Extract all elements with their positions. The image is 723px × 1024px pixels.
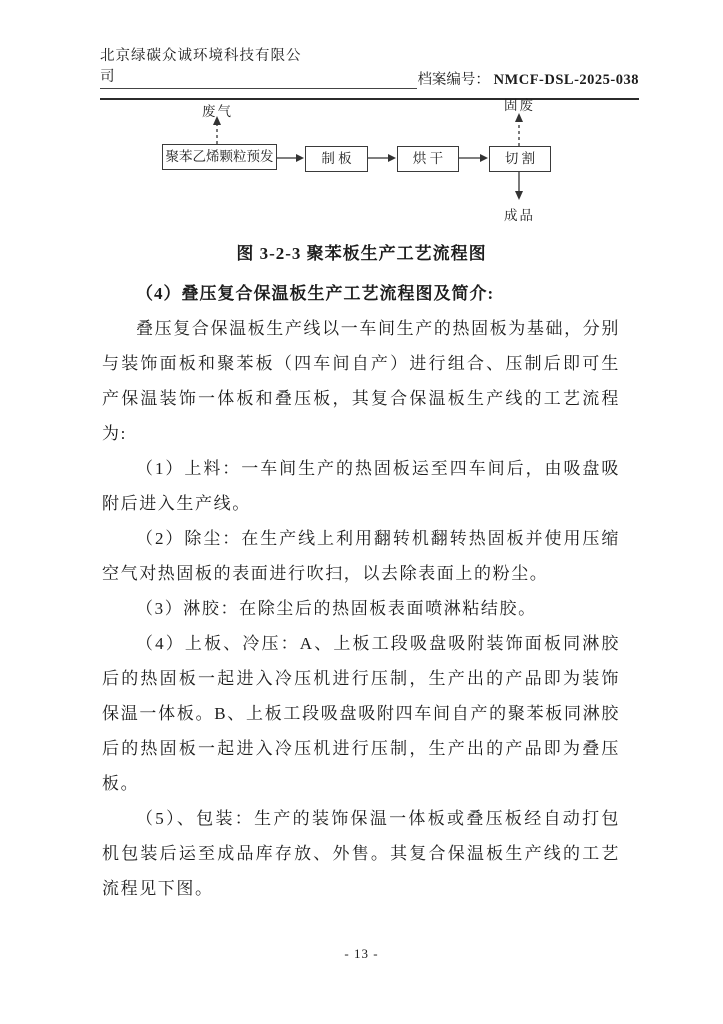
paragraph: （2）除尘：在生产线上利用翻转机翻转热固板并使用压缩空气对热固板的表面进行吹扫，以去除表面上的粉尘。 (102, 529, 620, 583)
page-number: - 13 - (344, 946, 379, 961)
solid-waste-label: 固废 (504, 98, 535, 113)
archive-number-field (417, 68, 639, 89)
flow-box-drying: 烘 干 (397, 146, 459, 172)
archive-number-label: 档案编号： (417, 72, 490, 88)
paragraph: （1）上料：一车间生产的热固板运至四车间后，由吸盘吸附后进入生产线。 (102, 459, 620, 513)
waste-gas-label: 废气 (202, 104, 233, 119)
company-name: 北京绿碳众诚环境科技有限公司 (100, 44, 417, 89)
flow-box-cutting: 切 割 (489, 146, 551, 172)
flow-box-board-making: 制 板 (305, 146, 368, 172)
paragraph: 叠压复合保温板生产线以一车间生产的热固板为基础，分别与装饰面板和聚苯板（四车间自产）进行组合、压制后即可生产保温装饰一体板和叠压板，其复合保温板生产线的工艺流程为: (102, 319, 620, 443)
flow-box-pre-expansion: 聚苯乙烯颗粒预发 (162, 144, 277, 170)
process-flow-diagram (100, 92, 660, 232)
dashed-arrow-up-icon (213, 116, 221, 144)
arrow-right-icon (459, 154, 488, 162)
dashed-arrow-up-icon (515, 113, 523, 146)
arrow-down-icon (515, 171, 523, 200)
document-body (102, 276, 620, 906)
paragraph: （3）淋胶：在除尘后的热固板表面喷淋粘结胶。 (136, 599, 537, 618)
paragraph: （4）上板、冷压：A、上板工段吸盘吸附装饰面板同淋胶后的热固板一起进入冷压机进行压制，生产出的产品即为装饰保温一体板。B、上板工段吸盘吸附四车间自产的聚苯板同淋胶后的热固板一起进入冷压机进行压制，生产出的产品即为叠压板。 (102, 634, 620, 793)
arrow-right-icon (368, 154, 396, 162)
paragraph: （5）、包装：生产的装饰保温一体板或叠压板经自动打包机包装后运至成品库存放、外售。其复合保温板生产线的工艺流程见下图。 (102, 809, 620, 898)
section-heading: （4）叠压复合保温板生产工艺流程图及简介: (136, 284, 495, 303)
archive-number-value: NMCF-DSL-2025-038 (493, 72, 639, 88)
arrow-right-icon (277, 154, 304, 162)
product-label: 成品 (504, 208, 535, 223)
figure-caption: 图 3-2-3 聚苯板生产工艺流程图 (236, 244, 487, 263)
